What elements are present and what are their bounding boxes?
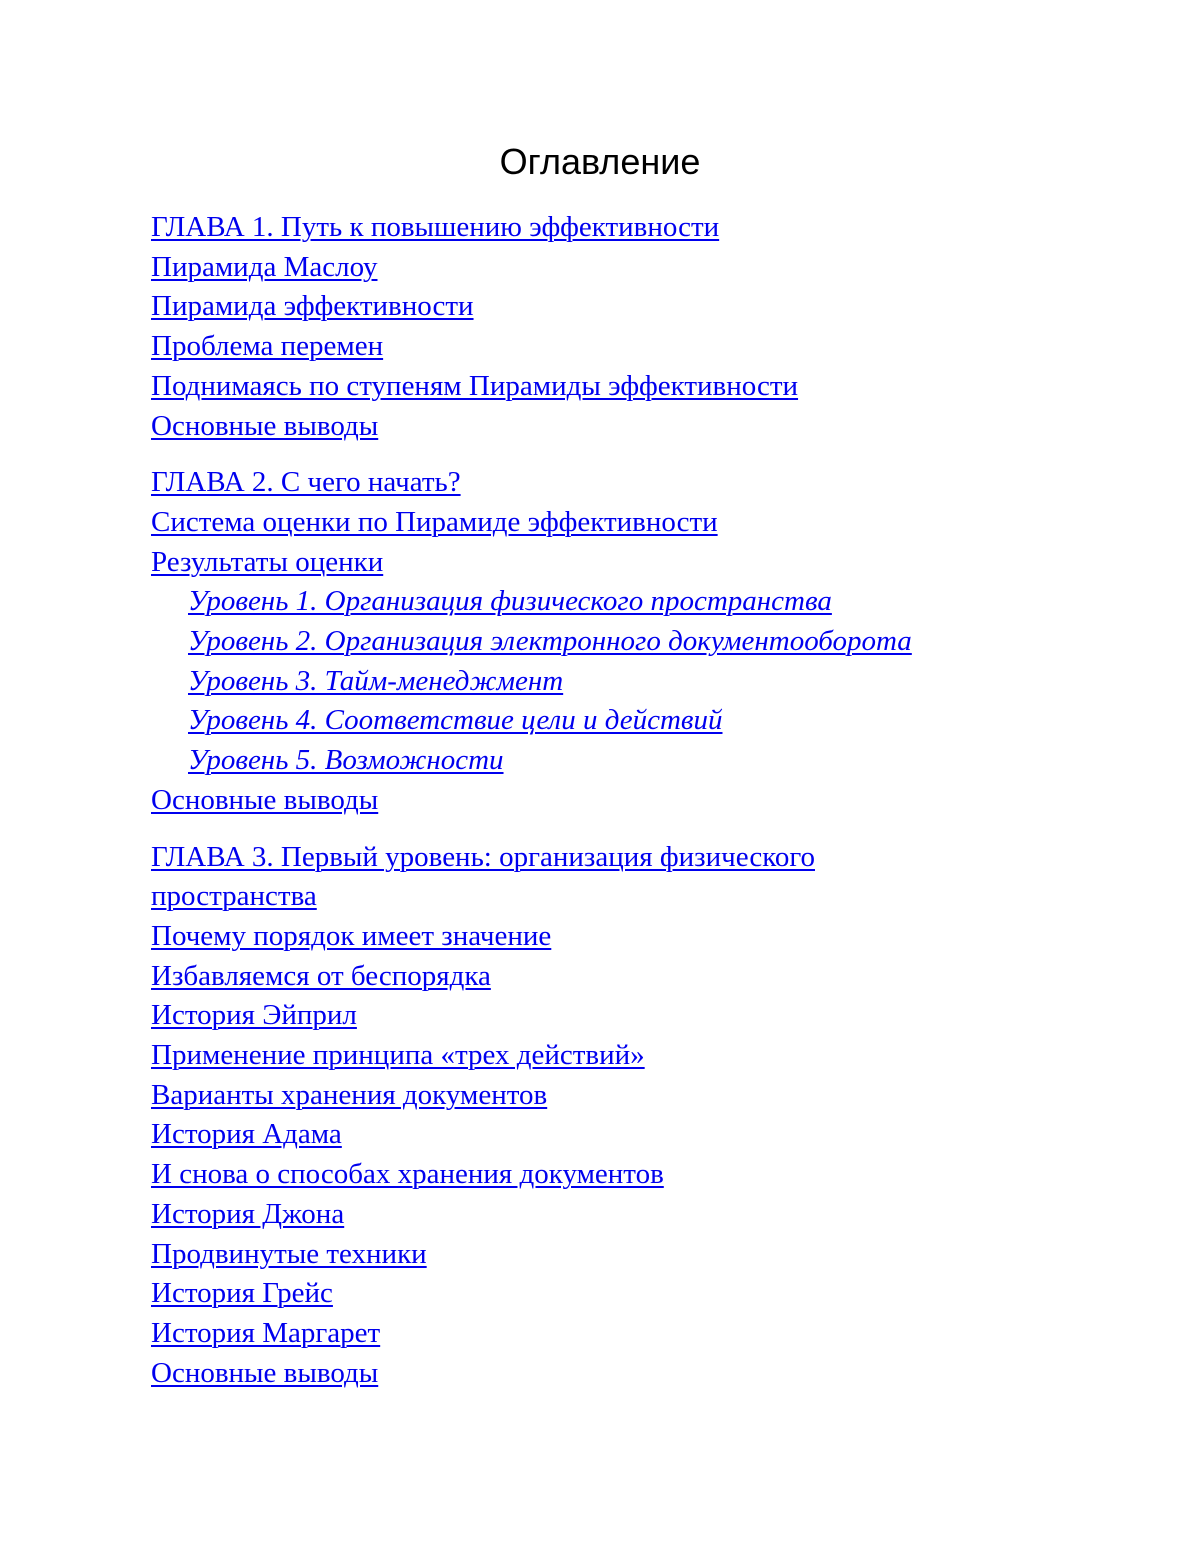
toc-link-three-actions[interactable]: Применение принципа «трех действий» [151,1039,645,1072]
toc-link-level-4[interactable]: Уровень 4. Соответствие цели и действий [188,704,723,737]
table-of-contents [151,208,1051,1410]
toc-link-decluttering[interactable]: Избавляемся от беспорядка [151,959,491,992]
toc-link-level-3[interactable]: Уровень 3. Тайм-менеджмент [188,664,564,697]
toc-chapter-3 [151,838,1051,1394]
toc-link-chapter-1-summary[interactable]: Основные выводы [151,409,379,442]
toc-link-chapter-1[interactable]: ГЛАВА 1. Путь к повышению эффективности [151,211,720,243]
toc-link-margaret-story[interactable]: История Маргарет [151,1316,381,1349]
toc-chapter-1 [151,208,1051,446]
page-title: Оглавление [499,141,701,182]
toc-link-climbing-steps[interactable]: Поднимаясь по ступеням Пирамиды эффективности [151,369,799,402]
toc-link-chapter-2[interactable]: ГЛАВА 2. С чего начать? [151,466,461,499]
toc-link-assessment-system[interactable]: Система оценки по Пирамиде эффективности [151,505,718,538]
toc-link-why-order-matters[interactable]: Почему порядок имеет значение [151,919,552,952]
toc-link-april-story[interactable]: История Эйприл [151,999,357,1032]
toc-link-level-1[interactable]: Уровень 1. Организация физического пространства [188,585,832,618]
toc-link-adam-story[interactable]: История Адама [151,1118,342,1151]
toc-link-storage-again[interactable]: И снова о способах хранения документов [151,1158,664,1191]
toc-link-problem-of-change[interactable]: Проблема перемен [151,330,384,363]
toc-link-chapter-3[interactable]: ГЛАВА 3. Первый уровень: организация физического [151,840,815,873]
toc-link-maslow-pyramid[interactable]: Пирамида Маслоу [151,250,378,283]
toc-link-level-2[interactable]: Уровень 2. Организация электронного документооборота [188,625,912,658]
toc-link-efficiency-pyramid[interactable]: Пирамида эффективности [151,290,474,323]
toc-chapter-2 [151,463,1051,820]
toc-link-chapter-2-summary[interactable]: Основные выводы [151,783,379,816]
toc-link-grace-story[interactable]: История Грейс [151,1277,333,1310]
toc-link-advanced-techniques[interactable]: Продвинутые техники [151,1237,427,1270]
toc-link-level-5[interactable]: Уровень 5. Возможности [188,744,504,777]
toc-link-storage-options[interactable]: Варианты хранения документов [151,1078,548,1111]
toc-link-chapter-3-continued[interactable]: пространства [151,880,317,913]
toc-link-chapter-3-summary[interactable]: Основные выводы [151,1356,379,1389]
toc-link-assessment-results[interactable]: Результаты оценки [151,545,384,578]
toc-link-john-story[interactable]: История Джона [151,1197,345,1230]
